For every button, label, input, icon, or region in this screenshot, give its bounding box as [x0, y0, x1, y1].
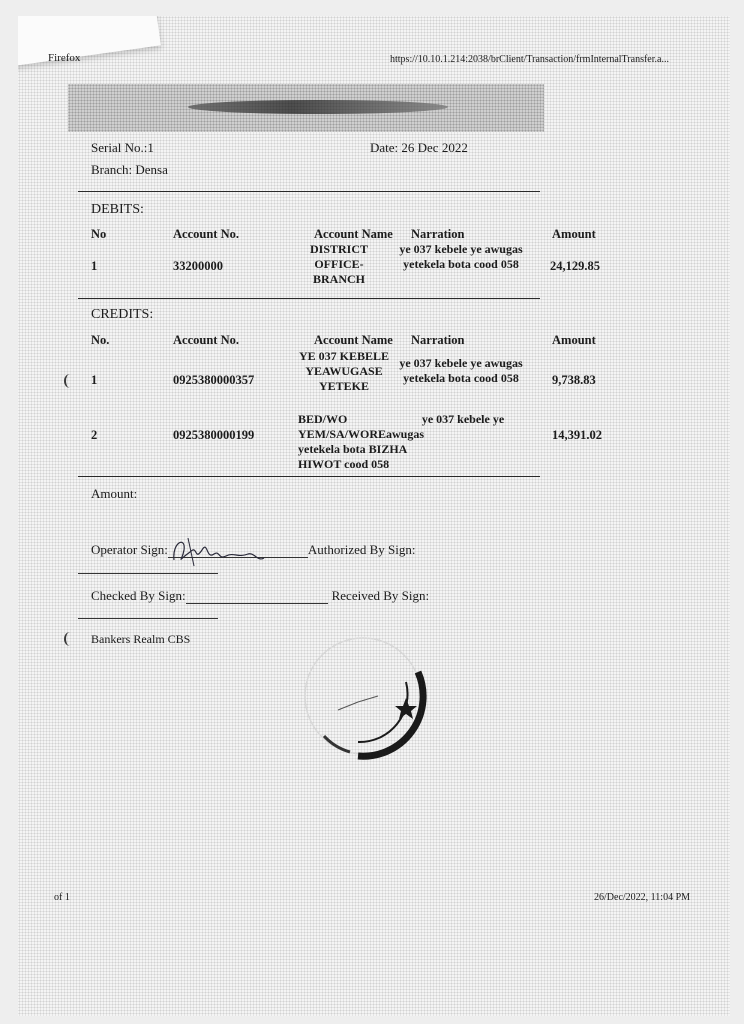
debits-col-account-no: Account No.: [173, 227, 239, 241]
divider: [78, 476, 540, 477]
credit-row-1-account-name: YE 037 KEBELE YEAWUGASE YETEKE: [298, 349, 390, 393]
scanned-page: [18, 16, 730, 1016]
operator-signature-icon: [168, 532, 268, 568]
system-name: Bankers Realm CBS: [91, 632, 191, 646]
debits-col-no: No: [91, 227, 107, 241]
credit-row-1-narration: ye 037 kebele ye awugas yetekela bota cood 058: [399, 356, 523, 385]
checked-sign-label: Checked By Sign:: [91, 588, 186, 603]
bank-stamp-icon: [288, 624, 438, 774]
credit-row-2-account-name: BED/WO YEM/SA/WOREawugas yetekela bota BIZHA HIWOT cood 058: [298, 412, 425, 471]
credits-col-amount: Amount: [552, 333, 596, 347]
binder-hole-icon: [64, 374, 76, 388]
branch-name: Branch: Densa: [91, 162, 168, 177]
credits-col-no: No.: [91, 333, 110, 347]
binder-hole-icon: [64, 632, 76, 646]
browser-name: Firefox: [48, 52, 81, 64]
debit-row-narration: ye 037 kebele ye awugas yetekela bota cood 058: [399, 242, 523, 271]
debits-col-amount: Amount: [552, 227, 596, 241]
debit-row-account-no: 33200000: [173, 259, 223, 273]
credit-row-2-account-no: 0925380000199: [173, 428, 255, 442]
credit-row-1-no: 1: [91, 373, 98, 387]
page-url: https://10.10.1.214:2038/brClient/Transaction/frmInternalTransfer.a...: [390, 54, 669, 65]
sign-underline: [78, 573, 218, 574]
credit-row-2-no: 2: [91, 428, 98, 442]
received-sign-label: Received By Sign:: [331, 588, 430, 603]
checked-sign-row: [91, 588, 429, 604]
document-date: Date: 26 Dec 2022: [370, 140, 468, 155]
debit-row-amount: 24,129.85: [550, 259, 600, 273]
credits-col-account-name: Account Name: [314, 333, 393, 347]
debits-col-account-name: Account Name: [314, 227, 393, 241]
amount-label: Amount:: [91, 486, 138, 501]
credits-col-narration: Narration: [411, 333, 465, 347]
page-count: of 1: [54, 892, 70, 903]
credits-col-account-no: Account No.: [173, 333, 239, 347]
print-timestamp: 26/Dec/2022, 11:04 PM: [594, 892, 691, 903]
bank-banner: [68, 84, 544, 132]
authorized-sign-label: Authorized By Sign:: [307, 542, 416, 557]
sign-underline: [78, 618, 218, 619]
credit-row-2-amount: 14,391.02: [552, 428, 602, 442]
checked-sign-line: [186, 603, 328, 604]
credits-title: CREDITS:: [91, 307, 154, 322]
divider: [78, 298, 540, 299]
credit-row-1-account-no: 0925380000357: [173, 373, 255, 387]
credit-row-2-narration: ye 037 kebele ye: [421, 412, 505, 426]
serial-number: Serial No.:1: [91, 140, 154, 155]
operator-sign-label: Operator Sign:: [91, 542, 168, 557]
debits-col-narration: Narration: [411, 227, 465, 241]
divider: [78, 191, 540, 192]
debits-title: DEBITS:: [91, 202, 144, 217]
debit-row-account-name: DISTRICT OFFICE-BRANCH: [309, 242, 369, 286]
debit-row-no: 1: [91, 259, 98, 273]
folded-corner: [18, 16, 161, 66]
credit-row-1-amount: 9,738.83: [552, 373, 596, 387]
bank-logo-icon: [188, 100, 448, 114]
